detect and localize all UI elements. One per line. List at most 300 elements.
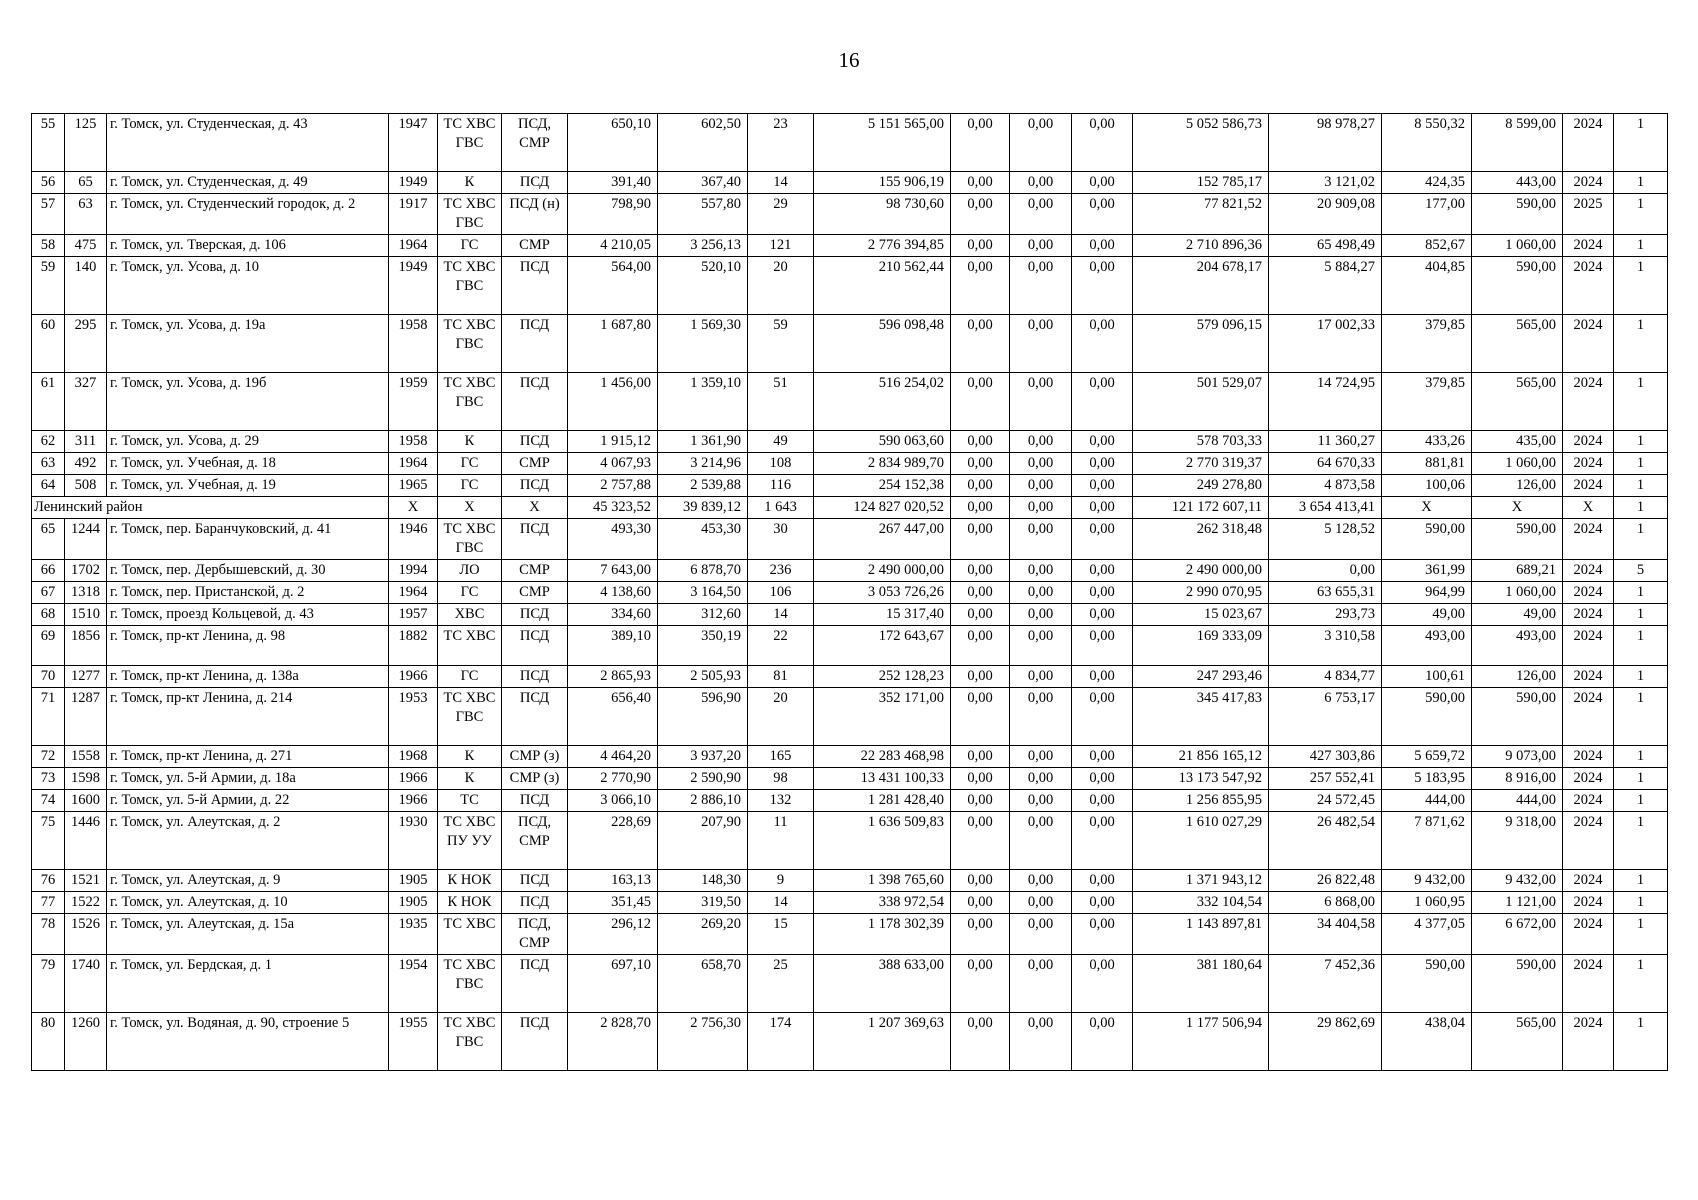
category-cell: 1: [1614, 431, 1668, 453]
address-cell: г. Томск, пр-кт Ленина, д. 138а: [107, 666, 389, 688]
house-id-cell: 1277: [65, 666, 107, 688]
regional-funds-cell: 0,00: [1010, 235, 1072, 257]
year-cell: 2024: [1563, 172, 1614, 194]
row-number-cell: 62: [32, 431, 65, 453]
other-funds-cell: 5 128,52: [1269, 519, 1382, 560]
row-number-cell: 56: [32, 172, 65, 194]
address-cell: г. Томск, пер. Баранчуковский, д. 41: [107, 519, 389, 560]
category-subtotal-cell: 1: [1614, 497, 1668, 519]
category-cell: 1: [1614, 626, 1668, 666]
work-type-cell: ПСД: [502, 604, 568, 626]
row-number-cell: 59: [32, 257, 65, 315]
year-cell: 2024: [1563, 453, 1614, 475]
owners-funds-cell: 204 678,17: [1133, 257, 1269, 315]
residents-cell: 14: [748, 172, 814, 194]
work-systems-cell: ТС ХВС ГВС: [438, 257, 502, 315]
municipal-funds-cell: 0,00: [1072, 172, 1133, 194]
federal-funds-cell: 0,00: [951, 114, 1010, 172]
total-area-cell: 2 865,93: [568, 666, 658, 688]
other-funds-cell: 14 724,95: [1269, 373, 1382, 431]
row-number-cell: 71: [32, 688, 65, 746]
year-cell: 2024: [1563, 870, 1614, 892]
living-area-cell: 2 756,30: [658, 1013, 748, 1071]
living-area-cell: 1 361,90: [658, 431, 748, 453]
total-cost-cell: 15 317,40: [814, 604, 951, 626]
living-area-cell: 3 937,20: [658, 746, 748, 768]
total-area-cell: 2 828,70: [568, 1013, 658, 1071]
living-area-cell: 602,50: [658, 114, 748, 172]
address-cell: г. Томск, ул. Бердская, д. 1: [107, 955, 389, 1013]
table-row: [32, 172, 1668, 194]
category-cell: 1: [1614, 790, 1668, 812]
municipal-funds-cell: 0,00: [1072, 626, 1133, 666]
table-row: [32, 870, 1668, 892]
address-cell: г. Томск, пер. Дербышевский, д. 30: [107, 560, 389, 582]
work-type-cell: ПСД: [502, 431, 568, 453]
total-area-cell: 3 066,10: [568, 790, 658, 812]
row-number-cell: 75: [32, 812, 65, 870]
work-systems-cell: К: [438, 746, 502, 768]
year-built-cell: 1946: [389, 519, 438, 560]
unit-cost-cell: 1 060,95: [1382, 892, 1472, 914]
address-cell: г. Томск, ул. Студенческий городок, д. 2: [107, 194, 389, 235]
living-area-cell: 557,80: [658, 194, 748, 235]
year-cell: 2024: [1563, 114, 1614, 172]
unit-cost-cell: 590,00: [1382, 688, 1472, 746]
regional-funds-cell: 0,00: [1010, 431, 1072, 453]
other-funds-cell: 11 360,27: [1269, 431, 1382, 453]
total-area-cell: 389,10: [568, 626, 658, 666]
total-area-cell: 493,30: [568, 519, 658, 560]
year-built-cell: 1968: [389, 746, 438, 768]
work-systems-cell: ТС ХВС ГВС: [438, 373, 502, 431]
category-cell: 1: [1614, 315, 1668, 373]
table-row: [32, 746, 1668, 768]
federal-funds-cell: 0,00: [951, 582, 1010, 604]
house-id-cell: 508: [65, 475, 107, 497]
other-funds-cell: 7 452,36: [1269, 955, 1382, 1013]
federal-funds-cell: 0,00: [951, 315, 1010, 373]
owners-funds-cell: 15 023,67: [1133, 604, 1269, 626]
work-systems-cell: ТС ХВС: [438, 626, 502, 666]
other-funds-cell: 24 572,45: [1269, 790, 1382, 812]
owners-funds-cell: 332 104,54: [1133, 892, 1269, 914]
owners-funds-cell: 579 096,15: [1133, 315, 1269, 373]
category-cell: 1: [1614, 235, 1668, 257]
work-type-cell: СМР (з): [502, 746, 568, 768]
total-cost-cell: 516 254,02: [814, 373, 951, 431]
regional-funds-cell: 0,00: [1010, 315, 1072, 373]
total-area-cell: 656,40: [568, 688, 658, 746]
address-cell: г. Томск, ул. Учебная, д. 19: [107, 475, 389, 497]
house-id-cell: 327: [65, 373, 107, 431]
other-funds-cell: 63 655,31: [1269, 582, 1382, 604]
other-funds-cell: 0,00: [1269, 560, 1382, 582]
total-area-cell: 798,90: [568, 194, 658, 235]
row-number-cell: 65: [32, 519, 65, 560]
max-unit-cost-cell: 689,21: [1472, 560, 1563, 582]
federal-funds-cell: 0,00: [951, 172, 1010, 194]
regional-funds-cell: 0,00: [1010, 812, 1072, 870]
year-built-cell: 1958: [389, 315, 438, 373]
regional-funds-cell: 0,00: [1010, 114, 1072, 172]
address-cell: г. Томск, ул. 5-й Армии, д. 18а: [107, 768, 389, 790]
owners-funds-cell: 5 052 586,73: [1133, 114, 1269, 172]
work-systems-cell: ХВС: [438, 604, 502, 626]
residents-cell: 20: [748, 257, 814, 315]
category-cell: 1: [1614, 475, 1668, 497]
address-cell: г. Томск, пер. Пристанской, д. 2: [107, 582, 389, 604]
category-cell: 1: [1614, 582, 1668, 604]
work-systems-cell: ГС: [438, 235, 502, 257]
federal-funds-subtotal-cell: 0,00: [951, 497, 1010, 519]
other-funds-cell: 26 482,54: [1269, 812, 1382, 870]
year-cell: 2024: [1563, 746, 1614, 768]
other-funds-cell: 20 909,08: [1269, 194, 1382, 235]
district-name: Ленинский район: [32, 497, 389, 519]
total-cost-cell: 1 178 302,39: [814, 914, 951, 955]
regional-funds-cell: 0,00: [1010, 475, 1072, 497]
table-row: [32, 688, 1668, 746]
other-funds-cell: 29 862,69: [1269, 1013, 1382, 1071]
category-cell: 1: [1614, 257, 1668, 315]
table-row: [32, 453, 1668, 475]
municipal-funds-cell: 0,00: [1072, 604, 1133, 626]
work-systems-cell: К: [438, 172, 502, 194]
total-cost-cell: 2 776 394,85: [814, 235, 951, 257]
category-cell: 1: [1614, 172, 1668, 194]
residents-cell: 106: [748, 582, 814, 604]
residents-cell: 132: [748, 790, 814, 812]
category-cell: 1: [1614, 892, 1668, 914]
total-area-cell: 4 210,05: [568, 235, 658, 257]
house-id-cell: 125: [65, 114, 107, 172]
living-area-cell: 3 164,50: [658, 582, 748, 604]
year-subtotal-cell: X: [1563, 497, 1614, 519]
year-built-cell: 1949: [389, 172, 438, 194]
house-id-cell: 1260: [65, 1013, 107, 1071]
total-area-cell: 2 757,88: [568, 475, 658, 497]
municipal-funds-cell: 0,00: [1072, 453, 1133, 475]
total-cost-cell: 388 633,00: [814, 955, 951, 1013]
regional-funds-cell: 0,00: [1010, 257, 1072, 315]
total-area-cell: 564,00: [568, 257, 658, 315]
year-cell: 2024: [1563, 914, 1614, 955]
address-cell: г. Томск, ул. Студенческая, д. 43: [107, 114, 389, 172]
row-number-cell: 76: [32, 870, 65, 892]
year-built-cell: 1954: [389, 955, 438, 1013]
work-systems-cell: ГС: [438, 666, 502, 688]
regional-funds-cell: 0,00: [1010, 560, 1072, 582]
municipal-funds-cell: 0,00: [1072, 194, 1133, 235]
total-cost-cell: 1 398 765,60: [814, 870, 951, 892]
year-cell: 2024: [1563, 1013, 1614, 1071]
other-funds-subtotal-cell: 3 654 413,41: [1269, 497, 1382, 519]
row-number-cell: 73: [32, 768, 65, 790]
living-area-cell: 1 359,10: [658, 373, 748, 431]
owners-funds-cell: 169 333,09: [1133, 626, 1269, 666]
address-cell: г. Томск, ул. 5-й Армии, д. 22: [107, 790, 389, 812]
work-type-cell: ПСД: [502, 475, 568, 497]
table-row: [32, 519, 1668, 560]
total-area-cell: 1 687,80: [568, 315, 658, 373]
year-cell: 2024: [1563, 790, 1614, 812]
max-unit-cost-cell: 444,00: [1472, 790, 1563, 812]
work-type-cell: ПСД: [502, 1013, 568, 1071]
address-cell: г. Томск, пр-кт Ленина, д. 98: [107, 626, 389, 666]
federal-funds-cell: 0,00: [951, 519, 1010, 560]
year-cell: 2024: [1563, 475, 1614, 497]
house-id-cell: 1244: [65, 519, 107, 560]
unit-cost-cell: 100,06: [1382, 475, 1472, 497]
total-cost-cell: 2 834 989,70: [814, 453, 951, 475]
max-unit-cost-cell: 49,00: [1472, 604, 1563, 626]
regional-funds-cell: 0,00: [1010, 768, 1072, 790]
owners-funds-cell: 247 293,46: [1133, 666, 1269, 688]
work-systems-cell: ТС ХВС ГВС: [438, 1013, 502, 1071]
work-systems-cell: К: [438, 768, 502, 790]
year-built-cell: 1966: [389, 790, 438, 812]
year-cell: 2024: [1563, 519, 1614, 560]
unit-cost-cell: 444,00: [1382, 790, 1472, 812]
table-row: [32, 812, 1668, 870]
municipal-funds-cell: 0,00: [1072, 870, 1133, 892]
table-row: [32, 235, 1668, 257]
owners-funds-cell: 262 318,48: [1133, 519, 1269, 560]
year-built-cell: 1958: [389, 431, 438, 453]
total-cost-cell: 352 171,00: [814, 688, 951, 746]
table-row: [32, 604, 1668, 626]
residents-cell: 108: [748, 453, 814, 475]
year-built-cell: 1905: [389, 870, 438, 892]
residents-cell: 30: [748, 519, 814, 560]
regional-funds-subtotal-cell: 0,00: [1010, 497, 1072, 519]
year-cell: 2024: [1563, 768, 1614, 790]
other-funds-cell: 64 670,33: [1269, 453, 1382, 475]
residents-cell: 116: [748, 475, 814, 497]
other-funds-cell: 6 868,00: [1269, 892, 1382, 914]
other-funds-cell: 293,73: [1269, 604, 1382, 626]
total-area-cell: 228,69: [568, 812, 658, 870]
year-built-cell: 1966: [389, 768, 438, 790]
federal-funds-cell: 0,00: [951, 955, 1010, 1013]
category-cell: 1: [1614, 768, 1668, 790]
living-area-cell: 367,40: [658, 172, 748, 194]
unit-cost-cell: 361,99: [1382, 560, 1472, 582]
living-area-cell: 3 256,13: [658, 235, 748, 257]
unit-cost-cell: 8 550,32: [1382, 114, 1472, 172]
owners-funds-cell: 2 490 000,00: [1133, 560, 1269, 582]
work-systems-cell: ТС ХВС ГВС: [438, 114, 502, 172]
house-id-cell: 1287: [65, 688, 107, 746]
max-unit-cost-cell: 126,00: [1472, 666, 1563, 688]
federal-funds-cell: 0,00: [951, 666, 1010, 688]
category-cell: 5: [1614, 560, 1668, 582]
residents-cell: 14: [748, 604, 814, 626]
address-cell: г. Томск, ул. Студенческая, д. 49: [107, 172, 389, 194]
residents-cell: 22: [748, 626, 814, 666]
max-unit-cost-subtotal-cell: X: [1472, 497, 1563, 519]
category-cell: 1: [1614, 453, 1668, 475]
total-cost-cell: 596 098,48: [814, 315, 951, 373]
unit-cost-cell: 964,99: [1382, 582, 1472, 604]
residents-cell: 81: [748, 666, 814, 688]
year-built-cell: 1964: [389, 582, 438, 604]
unit-cost-cell: 4 377,05: [1382, 914, 1472, 955]
row-number-cell: 78: [32, 914, 65, 955]
living-area-subtotal-cell: 39 839,12: [658, 497, 748, 519]
category-cell: 1: [1614, 812, 1668, 870]
municipal-funds-cell: 0,00: [1072, 235, 1133, 257]
table-row: [32, 257, 1668, 315]
owners-funds-cell: 345 417,83: [1133, 688, 1269, 746]
address-cell: г. Томск, ул. Алеутская, д. 2: [107, 812, 389, 870]
living-area-cell: 596,90: [658, 688, 748, 746]
unit-cost-cell: 424,35: [1382, 172, 1472, 194]
row-number-cell: 55: [32, 114, 65, 172]
regional-funds-cell: 0,00: [1010, 582, 1072, 604]
table-row: [32, 790, 1668, 812]
address-cell: г. Томск, ул. Водяная, д. 90, строение 5: [107, 1013, 389, 1071]
federal-funds-cell: 0,00: [951, 746, 1010, 768]
total-cost-cell: 1 207 369,63: [814, 1013, 951, 1071]
house-id-cell: 1702: [65, 560, 107, 582]
living-area-cell: 312,60: [658, 604, 748, 626]
max-unit-cost-cell: 590,00: [1472, 519, 1563, 560]
year-built-cell: 1959: [389, 373, 438, 431]
federal-funds-cell: 0,00: [951, 812, 1010, 870]
owners-funds-cell: 77 821,52: [1133, 194, 1269, 235]
max-unit-cost-cell: 493,00: [1472, 626, 1563, 666]
work-type-cell: ПСД: [502, 257, 568, 315]
other-funds-cell: 5 884,27: [1269, 257, 1382, 315]
municipal-funds-cell: 0,00: [1072, 431, 1133, 453]
total-cost-cell: 1 281 428,40: [814, 790, 951, 812]
table-row: [32, 475, 1668, 497]
other-funds-cell: 34 404,58: [1269, 914, 1382, 955]
year-built-cell: 1930: [389, 812, 438, 870]
owners-funds-cell: 2 710 896,36: [1133, 235, 1269, 257]
residents-cell: 20: [748, 688, 814, 746]
other-funds-cell: 98 978,27: [1269, 114, 1382, 172]
owners-funds-cell: 1 256 855,95: [1133, 790, 1269, 812]
table-row: [32, 582, 1668, 604]
row-number-cell: 60: [32, 315, 65, 373]
unit-cost-cell: 590,00: [1382, 519, 1472, 560]
total-cost-cell: 2 490 000,00: [814, 560, 951, 582]
federal-funds-cell: 0,00: [951, 688, 1010, 746]
federal-funds-cell: 0,00: [951, 431, 1010, 453]
table-row: [32, 914, 1668, 955]
row-number-cell: 70: [32, 666, 65, 688]
regional-funds-cell: 0,00: [1010, 666, 1072, 688]
owners-funds-cell: 501 529,07: [1133, 373, 1269, 431]
row-number-cell: 61: [32, 373, 65, 431]
work-type-subtotal-cell: X: [502, 497, 568, 519]
regional-funds-cell: 0,00: [1010, 914, 1072, 955]
living-area-cell: 520,10: [658, 257, 748, 315]
district-subtotal-row: [32, 497, 1668, 519]
work-type-cell: ПСД: [502, 688, 568, 746]
residents-cell: 51: [748, 373, 814, 431]
municipal-funds-subtotal-cell: 0,00: [1072, 497, 1133, 519]
unit-cost-cell: 9 432,00: [1382, 870, 1472, 892]
owners-funds-cell: 249 278,80: [1133, 475, 1269, 497]
max-unit-cost-cell: 565,00: [1472, 1013, 1563, 1071]
unit-cost-cell: 100,61: [1382, 666, 1472, 688]
table-row: [32, 768, 1668, 790]
total-area-cell: 1 915,12: [568, 431, 658, 453]
year-cell: 2024: [1563, 235, 1614, 257]
category-cell: 1: [1614, 914, 1668, 955]
work-type-cell: СМР: [502, 235, 568, 257]
other-funds-cell: 4 834,77: [1269, 666, 1382, 688]
work-type-cell: ПСД: [502, 373, 568, 431]
year-built-cell: 1953: [389, 688, 438, 746]
work-systems-cell: ТС ХВС ГВС: [438, 194, 502, 235]
municipal-funds-cell: 0,00: [1072, 560, 1133, 582]
row-number-cell: 77: [32, 892, 65, 914]
federal-funds-cell: 0,00: [951, 914, 1010, 955]
municipal-funds-cell: 0,00: [1072, 315, 1133, 373]
federal-funds-cell: 0,00: [951, 560, 1010, 582]
category-cell: 1: [1614, 1013, 1668, 1071]
row-number-cell: 74: [32, 790, 65, 812]
table-row: [32, 1013, 1668, 1071]
max-unit-cost-cell: 590,00: [1472, 688, 1563, 746]
year-built-cell: 1949: [389, 257, 438, 315]
row-number-cell: 80: [32, 1013, 65, 1071]
federal-funds-cell: 0,00: [951, 373, 1010, 431]
total-area-cell: 650,10: [568, 114, 658, 172]
municipal-funds-cell: 0,00: [1072, 688, 1133, 746]
work-systems-cell: К: [438, 431, 502, 453]
work-systems-cell: ТС: [438, 790, 502, 812]
work-systems-cell: ТС ХВС ГВС: [438, 519, 502, 560]
living-area-cell: 319,50: [658, 892, 748, 914]
owners-funds-cell: 381 180,64: [1133, 955, 1269, 1013]
house-id-cell: 1318: [65, 582, 107, 604]
year-built-cell: 1882: [389, 626, 438, 666]
category-cell: 1: [1614, 746, 1668, 768]
total-cost-cell: 338 972,54: [814, 892, 951, 914]
total-area-cell: 4 067,93: [568, 453, 658, 475]
work-type-cell: СМР: [502, 582, 568, 604]
work-type-cell: ПСД (н): [502, 194, 568, 235]
total-cost-cell: 254 152,38: [814, 475, 951, 497]
municipal-funds-cell: 0,00: [1072, 519, 1133, 560]
year-built-cell: 1935: [389, 914, 438, 955]
residents-cell: 14: [748, 892, 814, 914]
federal-funds-cell: 0,00: [951, 790, 1010, 812]
residents-cell: 29: [748, 194, 814, 235]
living-area-cell: 6 878,70: [658, 560, 748, 582]
total-cost-cell: 13 431 100,33: [814, 768, 951, 790]
regional-funds-cell: 0,00: [1010, 688, 1072, 746]
work-systems-cell: ЛО: [438, 560, 502, 582]
owners-funds-cell: 152 785,17: [1133, 172, 1269, 194]
max-unit-cost-cell: 590,00: [1472, 194, 1563, 235]
house-id-cell: 63: [65, 194, 107, 235]
other-funds-cell: 26 822,48: [1269, 870, 1382, 892]
year-cell: 2024: [1563, 892, 1614, 914]
total-area-cell: 7 643,00: [568, 560, 658, 582]
work-systems-subtotal-cell: X: [438, 497, 502, 519]
federal-funds-cell: 0,00: [951, 626, 1010, 666]
municipal-funds-cell: 0,00: [1072, 768, 1133, 790]
house-id-cell: 1510: [65, 604, 107, 626]
total-cost-cell: 1 636 509,83: [814, 812, 951, 870]
